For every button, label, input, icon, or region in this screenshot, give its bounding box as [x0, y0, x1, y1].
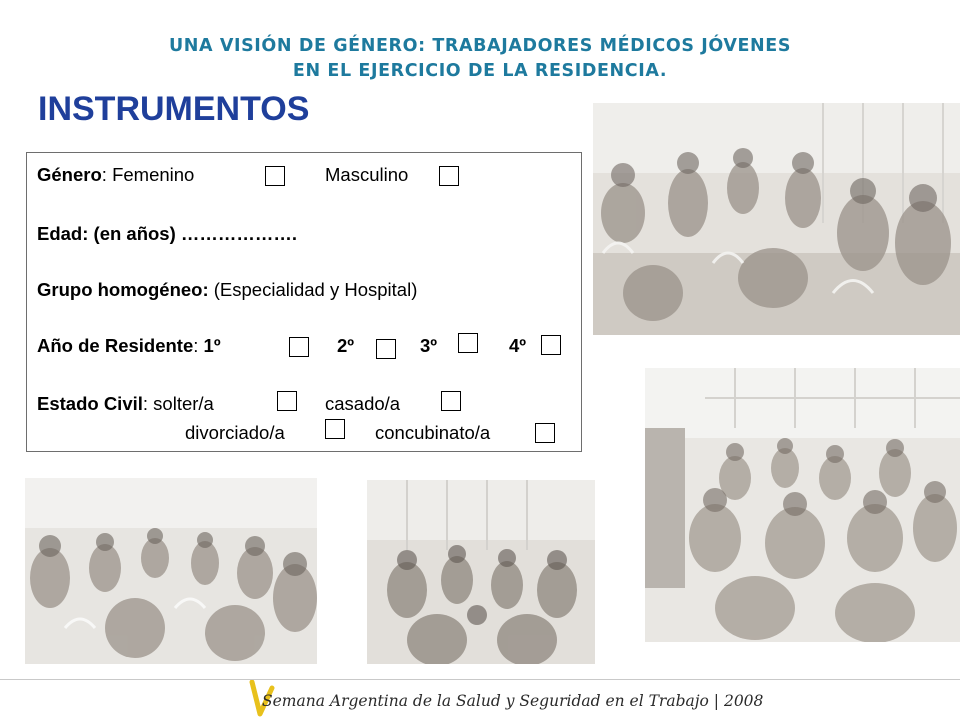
header-line-2: EN EL EJERCICIO DE LA RESIDENCIA.	[292, 61, 668, 81]
slide-header	[0, 34, 960, 84]
workshop-photo-2	[645, 368, 960, 642]
estado-option-divorciado: divorciado/a	[185, 422, 285, 443]
anio-option-4: 4º	[509, 335, 527, 356]
workshop-photo-4	[367, 480, 595, 664]
genero-row: Género: Femenino	[37, 164, 195, 185]
anio-1-checkbox[interactable]	[289, 337, 309, 357]
anio-option-3: 3º	[420, 335, 438, 356]
concubinato-checkbox[interactable]	[535, 423, 555, 443]
workshop-photo-3	[25, 478, 317, 664]
survey-form	[26, 152, 582, 452]
edad-row: Edad: (en años) ……………….	[37, 223, 298, 244]
anio-row: Año de Residente: 1º	[37, 335, 221, 356]
genero-label: Género	[37, 164, 102, 185]
grupo-row	[37, 279, 417, 301]
anio-3-checkbox[interactable]	[458, 333, 478, 353]
estado-option-soltero: solter/a	[153, 393, 214, 414]
genero-option-femenino: Femenino	[112, 164, 195, 185]
grupo-label: Grupo homogéneo:	[37, 279, 209, 300]
femenino-checkbox[interactable]	[265, 166, 285, 186]
anio-2-checkbox[interactable]	[376, 339, 396, 359]
section-title: INSTRUMENTOS	[38, 90, 310, 128]
workshop-photo-1	[593, 103, 960, 335]
masculino-checkbox[interactable]	[439, 166, 459, 186]
footer-text: Semana Argentina de la Salud y Seguridad en el Trabajo | 2008	[262, 692, 764, 710]
footer-logo-banner	[248, 680, 764, 720]
anio-option-1: 1º	[203, 335, 221, 356]
soltero-checkbox[interactable]	[277, 391, 297, 411]
estado-row: Estado Civil: solter/a	[37, 393, 214, 414]
estado-option-casado: casado/a	[325, 393, 401, 414]
header-line-1: UNA VISIÓN DE GÉNERO: TRABAJADORES MÉDICOS JÓVENES	[168, 36, 792, 56]
anio-option-2: 2º	[337, 335, 355, 356]
grupo-value: (Especialidad y Hospital)	[213, 279, 418, 300]
anio-4-checkbox[interactable]	[541, 335, 561, 355]
genero-option-masculino: Masculino	[325, 164, 409, 185]
divorciado-checkbox[interactable]	[325, 419, 345, 439]
estado-label: Estado Civil	[37, 393, 143, 414]
anio-label: Año de Residente	[37, 335, 194, 356]
casado-checkbox[interactable]	[441, 391, 461, 411]
estado-option-concubinato: concubinato/a	[375, 422, 491, 443]
